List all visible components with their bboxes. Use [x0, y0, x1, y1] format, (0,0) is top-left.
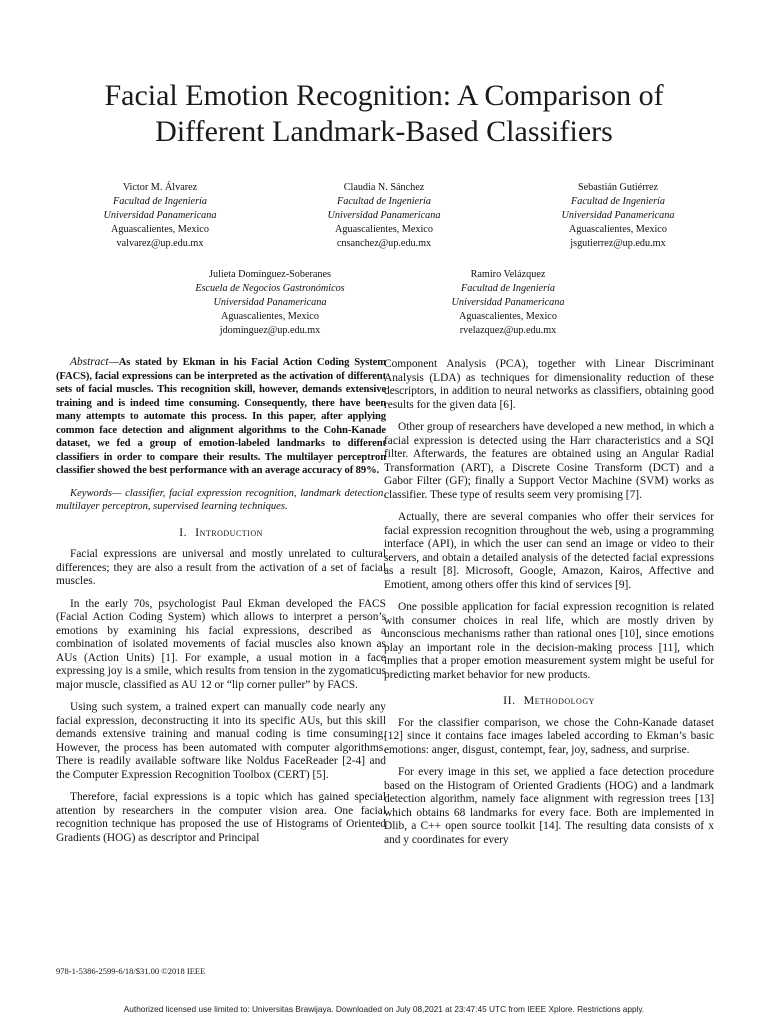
author-affiliation: Escuela de Negocios Gastronómicos: [195, 283, 345, 294]
author-block-alvarez: [70, 181, 250, 251]
abstract-label: Abstract—: [70, 356, 119, 368]
author-university: Universidad Panamericana: [213, 297, 327, 308]
section-number: II.: [503, 693, 516, 707]
license-notice: Authorized licensed use limited to: Universitas Brawijaya. Downloaded on July 08,2021 at 23:47:45 UTC from IEEE Xplore. Restrictions apply.: [123, 1004, 645, 1014]
intro-paragraph: Facial expressions are universal and mostly unrelated to cultural differences; they are also a result from the activation of a set of facial muscles.: [56, 548, 386, 587]
title-line-2: Different Landmark-Based Classifiers: [155, 115, 613, 148]
body-paragraph: One possible application for facial expression recognition is related with consumer choices in real life, which are mostly driven by unconscious mechanisms rather than rational ones [10], since emotions play an important role in the decision-making process [11], which implies that a proper emotion measurement system might be useful for predicting market behavior for new products.: [384, 601, 714, 681]
author-email: jdominguez@up.edu.mx: [219, 325, 321, 336]
author-university: Universidad Panamericana: [561, 210, 675, 221]
author-location: Aguascalientes, Mexico: [459, 311, 557, 322]
intro-paragraph: Therefore, facial expressions is a topic which has gained special attention by researchers in the computer vision area. One facial recognition technique has proposed the use of Histograms of Oriented Gradients (HOG) as descriptor and Principal: [56, 791, 386, 844]
author-location: Aguascalientes, Mexico: [221, 311, 319, 322]
author-name: Claudia N. Sánchez: [343, 182, 425, 193]
footer-isbn: 978-1-5386-2599-6/18/$31.00 ©2018 IEEE: [56, 966, 206, 976]
author-university: Universidad Panamericana: [103, 210, 217, 221]
method-paragraph: For the classifier comparison, we chose the Cohn-Kanade dataset [12] since it contains face images labeled according to Ekman’s basic emotions: anger, disgust, contempt, fear, joy, sadness, and surprise.: [384, 716, 714, 756]
section-heading-methodology: [384, 694, 714, 708]
right-column: [384, 358, 714, 856]
keywords: Keywords— classifier, facial expression recognition, landmark detection, multilayer perceptron, supervised learning techniques.: [56, 487, 386, 512]
author-name: Ramiro Velázquez: [470, 269, 546, 280]
author-email: jsgutierrez@up.edu.mx: [570, 238, 666, 249]
author-affiliation: Facultad de Ingeniería: [571, 196, 665, 207]
title-line-1: Facial Emotion Recognition: A Comparison of: [104, 79, 664, 112]
abstract: [56, 356, 386, 478]
body-paragraph: Actually, there are several companies who offer their services for facial expression recognition throughout the web, using a programming interface (API), in which the user can send an image or video to their servers, and obtain a detailed analysis of the detected facial expressions as a result [8]. Microsoft, Google, Amazon, Kairos, Affective and Emotient, among others offer this kind of services [9].: [384, 511, 714, 591]
author-block-sanchez: [294, 181, 474, 251]
author-email: cnsanchez@up.edu.mx: [336, 238, 432, 249]
author-email: valvarez@up.edu.mx: [116, 238, 204, 249]
author-affiliation: Facultad de Ingeniería: [113, 196, 207, 207]
author-university: Universidad Panamericana: [451, 297, 565, 308]
author-affiliation: Facultad de Ingeniería: [461, 283, 555, 294]
abstract-text: As stated by Ekman in his Facial Action Coding System (FACS), facial expressions can be interpreted as the activation of different sets of facial muscles. This recognition skill, however, demands extensive training and is indeed time consuming. Consequently, there have been many attempts to automate this process. In this paper, after applying common face detection and alignment algorithms to the Cohn-Kanade dataset, we fed a group of emotion-labeled landmarks to different classifiers in order to compare their results. The multilayer perceptron classifier showed the best performance with an average accuracy of 89%.: [56, 357, 386, 476]
section-heading-introduction: [56, 526, 386, 540]
author-location: Aguascalientes, Mexico: [335, 224, 433, 235]
author-block-dominguez: [170, 268, 370, 338]
author-name: Julieta Domínguez-Soberanes: [209, 269, 331, 280]
intro-paragraph: In the early 70s, psychologist Paul Ekman developed the FACS (Facial Action Coding System) which allows to interpret a person’s emotions by examining his facial expressions, described as a combination of isolated movements of facial muscles also known as AUs (Action Units) [1]. For example, a usual motion in a face expressing joy is a smile, which results from tension in the zygomaticus major muscle, classified as AU 12 or “lip corner puller” by FACS.: [56, 597, 386, 691]
intro-paragraph: Using such system, a trained expert can manually code nearly any facial expression, deconstructing it into its specific AUs, but this skill demands extensive training and manual coding is time consuming. However, the process has been automated with computer algorithms. There is readily available software like Noldus FaceReader [2-4] and the Computer Expression Recognition Toolbox (CERT) [5].: [56, 701, 386, 781]
author-email: rvelazquez@up.edu.mx: [459, 325, 557, 336]
section-number: I.: [179, 524, 188, 539]
paper-title: [40, 78, 728, 150]
section-title: Introduction: [195, 524, 263, 539]
author-name: Sebastián Gutiérrez: [577, 182, 659, 193]
author-location: Aguascalientes, Mexico: [111, 224, 209, 235]
body-paragraph: Component Analysis (PCA), together with Linear Discriminant Analysis (LDA) as techniques for dimensionality reduction of these descriptors, in addition to neural networks as classifiers, obtaining good results for the given data [6].: [384, 358, 714, 411]
method-paragraph: For every image in this set, we applied a face detection procedure based on the Histogram of Oriented Gradients (HOG) and a landmark detection algorithm, namely face alignment with regression trees [13] which obtains 68 landmarks for every face. Both are implemented in Dlib, a C++ open source toolkit [14]. The resulting data consists of x and y coordinates for every: [384, 766, 714, 846]
section-title: Methodology: [523, 693, 595, 707]
author-location: Aguascalientes, Mexico: [569, 224, 667, 235]
author-university: Universidad Panamericana: [327, 210, 441, 221]
author-block-gutierrez: [528, 181, 708, 251]
author-block-velazquez: [408, 268, 608, 338]
body-paragraph: Other group of researchers have developed a new method, in which a facial expression is detected using the Harr characteristics and a SQI filter. Afterwards, the features are obtained using an Angular Radial Transformation (ART), a Discrete Cosine Transform (DCT) and a Gabor Filter (GF); finally a Support Vector Machine (SVM) works as classifier. These type of results seem very promising [7].: [384, 421, 714, 501]
left-column: [56, 356, 386, 854]
author-name: Victor M. Álvarez: [122, 182, 198, 193]
author-affiliation: Facultad de Ingeniería: [337, 196, 431, 207]
